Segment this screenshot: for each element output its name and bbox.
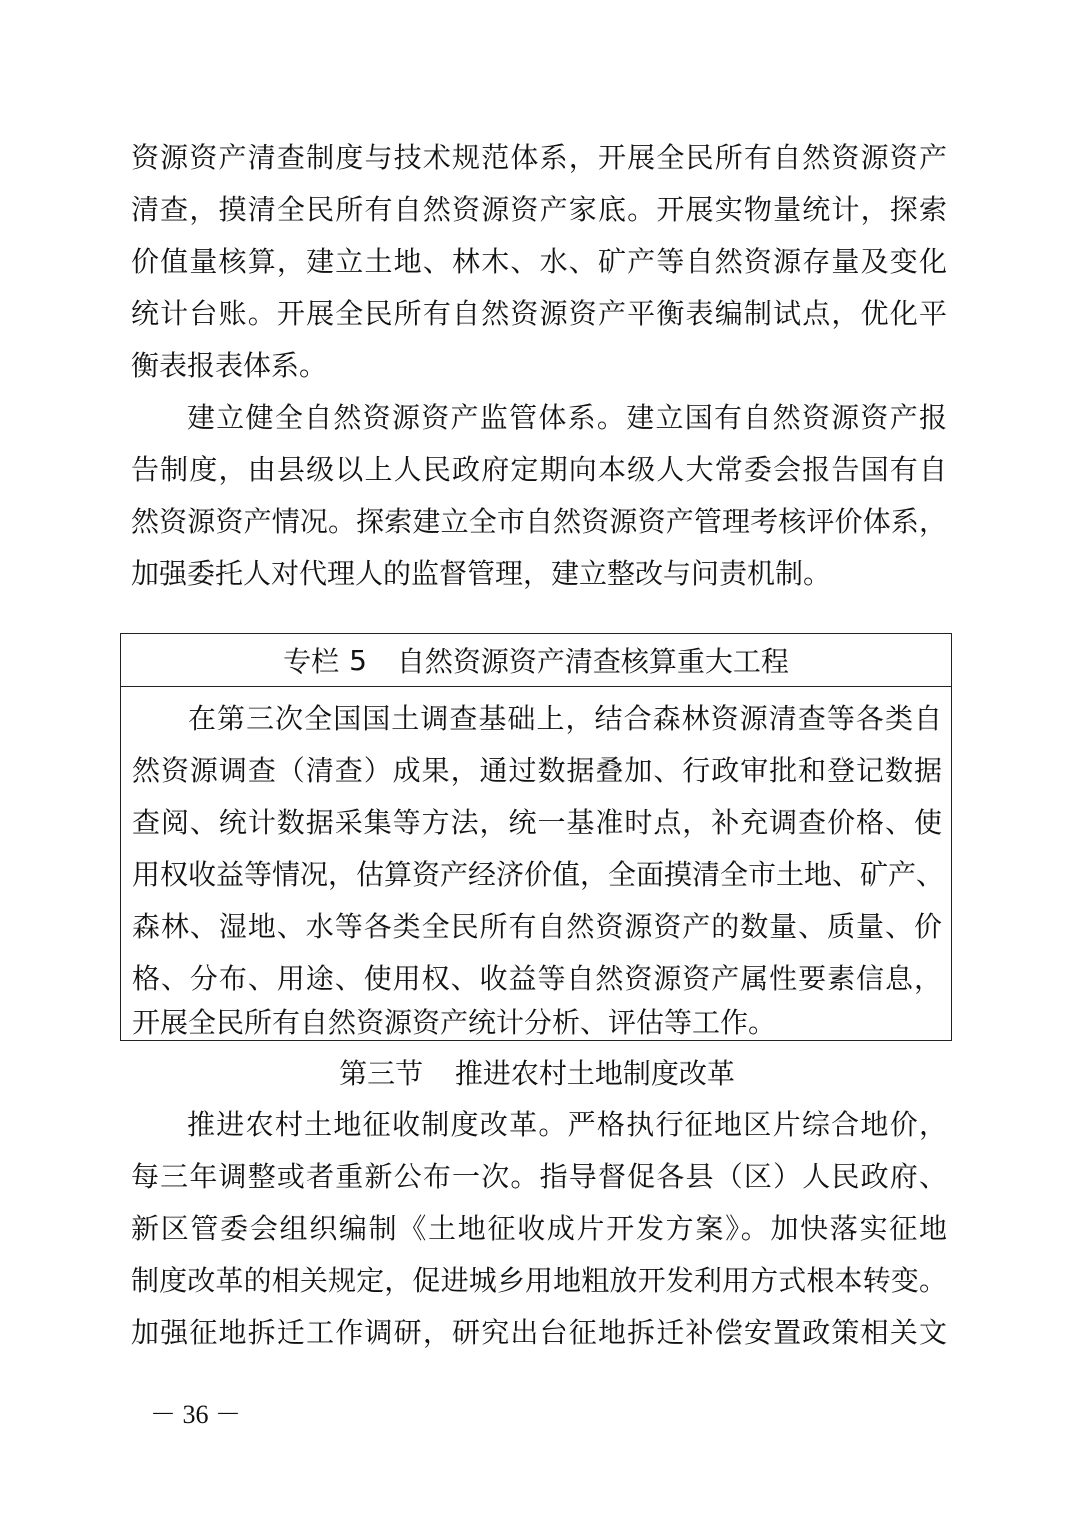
column-box-line: 格、分布、用途、使用权、收益等自然资源资产属性要素信息， (132, 962, 942, 995)
column-box-header (121, 634, 951, 687)
paragraph-line: 资源资产清查制度与技术规范体系，开展全民所有自然资源资产 (131, 141, 947, 174)
paragraph-line: 新区管委会组织编制《土地征收成片开发方案》。加快落实征地 (131, 1212, 947, 1245)
column-box-line: 查阅、统计数据采集等方法，统一基准时点，补充调查价格、使 (132, 806, 942, 839)
paragraph-line: 每三年调整或者重新公布一次。指导督促各县（区）人民政府、 (131, 1160, 947, 1193)
page-number: － 36 － (150, 1400, 242, 1429)
paragraph-line: 制度改革的相关规定，促进城乡用地粗放开发利用方式根本转变。 (131, 1264, 947, 1297)
paragraph-line: 衡表报表体系。 (131, 349, 328, 382)
column-box-line: 用权收益等情况，估算资产经济价值，全面摸清全市土地、矿产、 (132, 858, 945, 891)
paragraph-line: 告制度，由县级以上人民政府定期向本级人大常委会报告国有自 (131, 453, 947, 486)
paragraph-line: 推进农村土地征收制度改革。严格执行征地区片综合地价， (187, 1108, 947, 1141)
paragraph-line: 统计台账。开展全民所有自然资源资产平衡表编制试点，优化平 (131, 297, 947, 330)
column-box-number: 5 (349, 643, 367, 677)
column-box-line: 森林、湿地、水等各类全民所有自然资源资产的数量、质量、价 (132, 910, 942, 943)
column-box (120, 633, 952, 1041)
section-title: 推进农村土地制度改革 (454, 1057, 735, 1090)
column-box-label: 专栏 (283, 645, 340, 678)
paragraph-line: 价值量核算，建立土地、林木、水、矿产等自然资源存量及变化 (131, 245, 947, 278)
paragraph-line: 建立健全自然资源资产监管体系。建立国有自然资源资产报 (187, 401, 947, 434)
section-number: 第三节 (339, 1057, 424, 1090)
paragraph-line: 然资源资产情况。探索建立全市自然资源资产管理考核评价体系， (131, 505, 947, 538)
paragraph-line: 加强征地拆迁工作调研，研究出台征地拆迁补偿安置政策相关文 (131, 1316, 947, 1349)
column-box-line: 在第三次全国国土调查基础上，结合森林资源清查等各类自 (188, 702, 942, 735)
paragraph-line: 加强委托人对代理人的监督管理，建立整改与问责机制。 (131, 557, 832, 590)
paragraph-line: 清查，摸清全民所有自然资源资产家底。开展实物量统计，探索 (131, 193, 947, 226)
column-box-line: 然资源调查（清查）成果，通过数据叠加、行政审批和登记数据 (132, 754, 942, 787)
section-heading (0, 1058, 1074, 1090)
column-box-title: 自然资源资产清查核算重大工程 (396, 645, 789, 678)
column-box-line: 开展全民所有自然资源资产统计分析、评估等工作。 (132, 1006, 777, 1039)
